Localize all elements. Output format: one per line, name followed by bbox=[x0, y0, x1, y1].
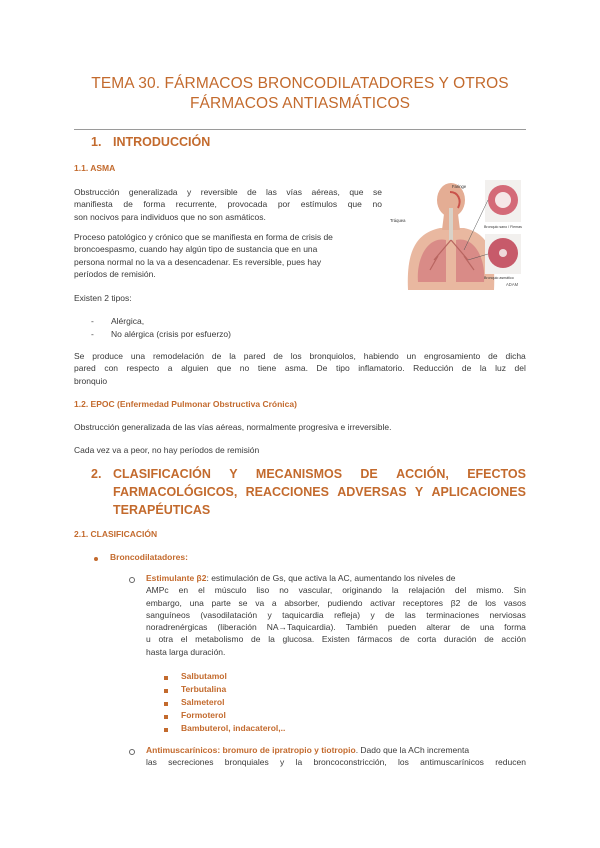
trachea-shape bbox=[449, 208, 453, 240]
word: a bbox=[271, 597, 277, 608]
word: de bbox=[123, 199, 133, 210]
word: AMPc bbox=[146, 585, 169, 596]
section-2-heading bbox=[113, 465, 526, 519]
word: de bbox=[460, 622, 470, 633]
word: los bbox=[290, 351, 302, 361]
asma-p3-line-2 bbox=[74, 362, 526, 374]
word: no bbox=[372, 199, 382, 210]
word: se bbox=[373, 187, 382, 197]
word: sanguíneos bbox=[146, 609, 190, 620]
word: una bbox=[479, 622, 495, 633]
word: aéreas, bbox=[311, 187, 340, 197]
word: de bbox=[468, 597, 478, 608]
figure-label-healthy: Bronquio sano / Flemas bbox=[484, 225, 522, 229]
asma-types-intro: Existen 2 tipos: bbox=[74, 293, 132, 303]
heading-word: FARMACOLÓGICOS, bbox=[113, 485, 238, 499]
word: nerviosas bbox=[489, 609, 526, 620]
word: originando bbox=[342, 585, 382, 596]
word: habiendo bbox=[363, 351, 399, 361]
word: u bbox=[146, 634, 151, 645]
word: bronquiolos, bbox=[309, 351, 356, 361]
beta2-line-1-text: : estimulación de Gs, que activa la AC, aumentando los niveles de bbox=[206, 573, 456, 583]
word: las bbox=[146, 757, 157, 768]
word: De bbox=[316, 363, 328, 374]
beta2-line-5 bbox=[146, 621, 526, 633]
heading-word: APLICACIONES bbox=[431, 485, 526, 499]
heading-word: ADVERSAS bbox=[337, 485, 407, 499]
word: relajación bbox=[408, 585, 445, 596]
word: NA→Taquicardia). bbox=[266, 622, 336, 633]
square-bullet-icon bbox=[164, 676, 168, 680]
word: las bbox=[266, 187, 277, 197]
beta2-line-4 bbox=[146, 609, 526, 621]
heading-word: EFECTOS bbox=[467, 467, 526, 481]
square-bullet-icon bbox=[164, 702, 168, 706]
word: liso bbox=[256, 585, 270, 596]
word: del bbox=[454, 585, 467, 596]
figure-label-pharynx: Faringe bbox=[452, 184, 467, 189]
beta2-line-2 bbox=[146, 584, 526, 596]
asma-p2-line-2: broncoespasmo, cuando hay algún tipo de sustancia que en una bbox=[74, 244, 318, 255]
page-title-line-2: FÁRMACOS ANTIASMÁTICOS bbox=[189, 95, 411, 112]
beta2-line-6 bbox=[146, 633, 526, 645]
word: secreciones bbox=[168, 757, 214, 768]
asma-p1-line-3: son nocivos para individuos que no son asmáticos. bbox=[74, 211, 266, 222]
word: de bbox=[385, 609, 395, 620]
healthy-bronchus-lumen bbox=[495, 192, 511, 208]
bronchodilators-label: Broncodilatadores: bbox=[110, 552, 188, 562]
word: las bbox=[404, 609, 416, 620]
asthmatic-bronchus-lumen bbox=[499, 249, 507, 257]
heading-word: Y bbox=[414, 485, 424, 499]
word: estímulos bbox=[300, 199, 338, 210]
drug-formoterol: Formoterol bbox=[181, 710, 226, 720]
beta2-label: Estimulante β2 bbox=[146, 573, 207, 583]
epoc-paragraph-1 bbox=[74, 421, 526, 433]
asma-p1-line-2 bbox=[74, 198, 382, 210]
section-1-title: INTRODUCCIÓN bbox=[113, 135, 211, 149]
word: bronquiales bbox=[224, 757, 269, 768]
word: pared bbox=[243, 351, 266, 361]
word: se bbox=[238, 597, 248, 608]
word: remodelación bbox=[152, 351, 205, 361]
title-divider bbox=[74, 129, 526, 130]
bullet-dot-icon bbox=[94, 557, 98, 561]
word: por bbox=[277, 199, 291, 210]
word: alterar bbox=[426, 622, 451, 633]
section-1-number: 1. bbox=[91, 135, 102, 149]
subsection-1-1-heading: 1.1. ASMA bbox=[74, 163, 116, 173]
word: tiene bbox=[257, 363, 277, 374]
type-item-non-allergic-text: No alérgica (crisis por esfuerzo) bbox=[111, 329, 231, 339]
word: y bbox=[267, 609, 272, 620]
heading-word: MECANISMOS bbox=[255, 467, 343, 481]
antimuscarinic-paragraph bbox=[146, 744, 526, 769]
word: reducen bbox=[495, 757, 526, 768]
word: de bbox=[251, 634, 261, 645]
word: la bbox=[391, 585, 399, 596]
word: engrosamiento bbox=[423, 351, 481, 361]
figure-label-trachea: Tráquea bbox=[390, 218, 406, 223]
word: terminaciones bbox=[426, 609, 480, 620]
word: asma. bbox=[284, 363, 308, 374]
dash-marker: - bbox=[91, 316, 94, 326]
word: taquicardia bbox=[282, 609, 324, 620]
square-bullet-icon bbox=[164, 689, 168, 693]
epoc-paragraph-2 bbox=[74, 444, 526, 456]
word: (liberación bbox=[217, 622, 257, 633]
word: un bbox=[406, 351, 417, 361]
word: el bbox=[180, 634, 188, 645]
word: dicha bbox=[505, 351, 526, 361]
word: la bbox=[295, 757, 303, 768]
square-bullet-icon bbox=[164, 728, 168, 732]
asma-p1-line-1 bbox=[74, 186, 382, 198]
word: el bbox=[198, 585, 205, 596]
word: noradrenérgicas bbox=[146, 622, 208, 633]
word: de bbox=[211, 351, 222, 361]
asma-p2-line-1: Proceso patológico y crónico que se manifiesta en forma de crisis de bbox=[74, 232, 333, 242]
section-2-heading-line-3 bbox=[113, 501, 526, 519]
word: embargo, bbox=[146, 597, 182, 608]
word: a bbox=[167, 363, 173, 374]
drug-bambuterol: Bambuterol, indacaterol,.. bbox=[181, 723, 286, 733]
word: (vasodilatación bbox=[200, 609, 258, 620]
word: absorber, bbox=[284, 597, 320, 608]
word: β2 bbox=[450, 597, 461, 608]
drug-salbutamol: Salbutamol bbox=[181, 671, 227, 681]
drug-salmeterol: Salmeterol bbox=[181, 697, 225, 707]
word: de bbox=[273, 351, 283, 361]
circle-bullet-icon bbox=[129, 577, 135, 583]
square-bullet-icon bbox=[164, 715, 168, 719]
word: pudiendo bbox=[327, 597, 363, 608]
epoc-p2-line: Cada vez va a peor, no hay períodos de remisión bbox=[74, 445, 260, 455]
word: Existen bbox=[321, 634, 350, 645]
word: receptores bbox=[402, 597, 444, 608]
asma-p2-line-4: períodos de remisión. bbox=[74, 268, 156, 279]
word: y bbox=[187, 187, 192, 197]
word: los bbox=[397, 757, 409, 768]
section-2-heading-line-2 bbox=[113, 483, 526, 501]
word: luz bbox=[495, 363, 506, 374]
word: vascular, bbox=[298, 585, 333, 596]
word: en bbox=[178, 585, 189, 596]
word: del bbox=[514, 363, 526, 374]
word: duración bbox=[443, 634, 477, 645]
beta2-line-7: hasta larga duración. bbox=[146, 646, 226, 657]
word: con bbox=[104, 363, 119, 374]
word: va bbox=[255, 597, 265, 608]
word: la bbox=[229, 351, 236, 361]
asma-p3-line-3: bronquio bbox=[74, 375, 108, 386]
word: de bbox=[461, 363, 472, 374]
antimuscarinic-drugs: bromuro de ipratropio y tiotropio bbox=[220, 745, 356, 755]
heading-word: ACCIÓN, bbox=[396, 467, 449, 481]
section-1-heading bbox=[91, 133, 210, 151]
word: Sin bbox=[513, 585, 526, 596]
type-item-allergic-text: Alérgica, bbox=[111, 316, 145, 326]
word: glucosa. bbox=[282, 634, 315, 645]
word: músculo bbox=[214, 585, 247, 596]
epoc-p1-line: Obstrucción generalizada de las vías aéreas, normalmente progresiva e irreversible. bbox=[74, 422, 392, 432]
word: pared bbox=[74, 363, 96, 374]
circle-bullet-icon bbox=[129, 749, 135, 755]
word: reversible bbox=[200, 187, 238, 197]
word: que bbox=[349, 187, 364, 197]
word: Se bbox=[74, 351, 85, 361]
word: tipo bbox=[335, 363, 350, 374]
word: de bbox=[488, 351, 498, 361]
heading-word: Y bbox=[229, 467, 238, 481]
word: forma bbox=[504, 622, 526, 633]
word: una bbox=[130, 351, 146, 361]
page-title-line-1: TEMA 30. FÁRMACOS BRONCODILATADORES Y OTROS bbox=[91, 75, 509, 92]
word: de bbox=[400, 634, 410, 645]
beta2-line-3 bbox=[146, 597, 526, 609]
subsection-2-1-heading: 2.1. CLASIFICACIÓN bbox=[74, 529, 158, 539]
word: provocada bbox=[227, 199, 268, 210]
word: También bbox=[345, 622, 378, 633]
antimuscarinic-line-1 bbox=[146, 744, 526, 756]
word: activar bbox=[370, 597, 396, 608]
word: no bbox=[279, 585, 289, 596]
word: la bbox=[268, 634, 275, 645]
word: acción bbox=[501, 634, 526, 645]
word: y bbox=[370, 609, 375, 620]
word: broncoconstricción, bbox=[313, 757, 387, 768]
heading-word: TERAPÉUTICAS bbox=[113, 503, 211, 517]
page-title bbox=[60, 74, 540, 114]
antimuscarinic-label: Antimuscarínicos: bbox=[146, 745, 221, 755]
word: inflamatorio. bbox=[358, 363, 405, 374]
heading-word: REACCIONES bbox=[245, 485, 329, 499]
heading-word: DE bbox=[360, 467, 378, 481]
figure-brand-logo: ADAM bbox=[506, 282, 519, 287]
beta2-line-1 bbox=[146, 572, 526, 584]
asma-paragraph-3 bbox=[74, 350, 526, 387]
asthma-anatomy-illustration bbox=[388, 178, 536, 290]
figure-label-asthmatic: Bronquio asmático bbox=[484, 276, 514, 280]
antimuscarinic-line-1-text: . Dado que la ACh incrementa bbox=[355, 745, 470, 755]
type-item-non-allergic bbox=[91, 328, 391, 340]
section-2-number: 2. bbox=[91, 467, 102, 481]
word: produce bbox=[92, 351, 124, 361]
antimuscarinic-line-2 bbox=[146, 756, 526, 768]
drug-terbutalina: Terbutalina bbox=[181, 684, 227, 694]
word: no bbox=[239, 363, 250, 374]
word: fármacos bbox=[357, 634, 393, 645]
word: forma bbox=[143, 199, 166, 210]
word: la bbox=[479, 363, 487, 374]
word: los bbox=[485, 597, 497, 608]
subsection-1-2-heading: 1.2. EPOC (Enfermedad Pulmonar Obstructiva Crónica) bbox=[74, 399, 297, 409]
dash-marker: - bbox=[91, 329, 94, 339]
type-item-allergic bbox=[91, 315, 391, 327]
section-2-heading-line-1 bbox=[113, 465, 526, 483]
word: que bbox=[217, 363, 232, 374]
word: de bbox=[484, 634, 494, 645]
word: alguien bbox=[181, 363, 209, 374]
word: corta bbox=[417, 634, 437, 645]
word: Obstrucción bbox=[74, 187, 120, 197]
word: respecto bbox=[126, 363, 160, 374]
word: vasos bbox=[503, 597, 526, 608]
word: pueden bbox=[387, 622, 417, 633]
word: otra bbox=[158, 634, 174, 645]
word: recurrente, bbox=[175, 199, 217, 210]
word: de bbox=[247, 187, 257, 197]
word: una bbox=[189, 597, 204, 608]
word: y bbox=[280, 757, 285, 768]
asma-paragraph-1 bbox=[74, 186, 382, 223]
word: antimuscarínicos bbox=[420, 757, 484, 768]
word: manifiesta bbox=[74, 199, 113, 210]
word: generalizada bbox=[128, 187, 178, 197]
asma-p2-line-3: persona normal no la va a desencadenar. Es reversible, pues hay bbox=[74, 256, 322, 267]
word: refleja) bbox=[334, 609, 361, 620]
word: metabolismo bbox=[195, 634, 244, 645]
word: parte bbox=[211, 597, 231, 608]
word: vías bbox=[286, 187, 302, 197]
word: que bbox=[347, 199, 362, 210]
beta2-paragraph bbox=[146, 572, 526, 658]
asma-p3-line-1 bbox=[74, 350, 526, 362]
word: mismo. bbox=[476, 585, 504, 596]
word: Reducción bbox=[413, 363, 454, 374]
asma-paragraph-2 bbox=[74, 231, 382, 280]
heading-word: CLASIFICACIÓN bbox=[113, 467, 211, 481]
